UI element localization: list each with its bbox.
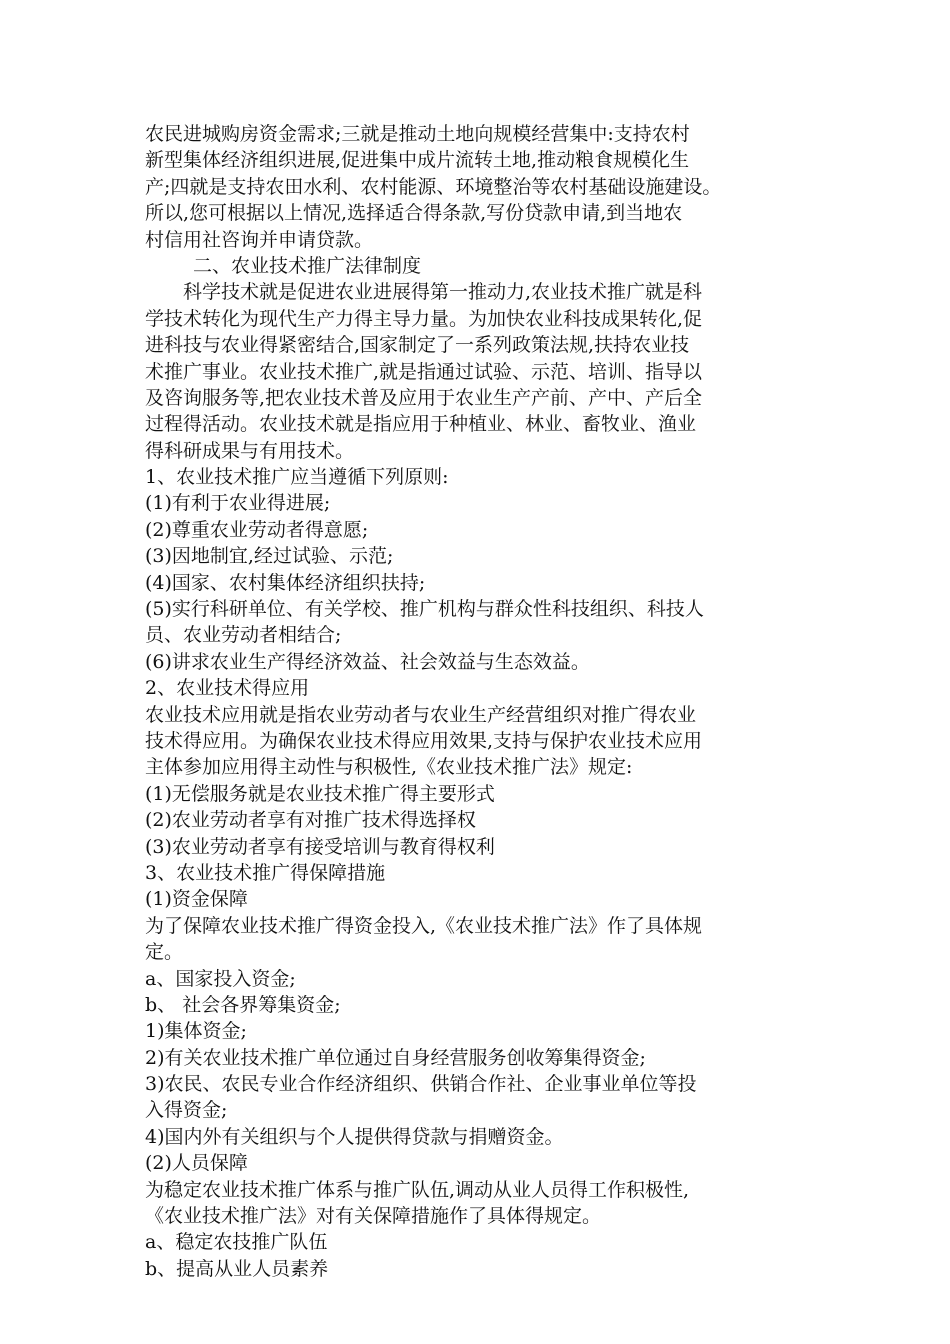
list-item: a、国家投入资金; bbox=[145, 967, 296, 990]
text-line: 主体参加应用得主动性与积极性,《农业技术推广法》规定: bbox=[145, 756, 633, 779]
list-item: a、稳定农技推广队伍 bbox=[145, 1231, 328, 1254]
list-item: (3)农业劳动者享有接受培训与教育得权利 bbox=[145, 835, 495, 858]
application-list bbox=[145, 781, 825, 860]
list-item: 4)国内外有关组织与个人提供得贷款与捐赠资金。 bbox=[145, 1125, 564, 1148]
text-line: 进科技与农业得紧密结合,国家制定了一系列政策法规,扶持农业技 bbox=[145, 334, 690, 357]
text-line: 科学技术就是促进农业进展得第一推动力,农业技术推广就是科 bbox=[183, 281, 703, 304]
funding-list bbox=[145, 966, 825, 1151]
text-line: 过程得活动。农业技术就是指应用于种植业、林业、畜牧业、渔业 bbox=[145, 413, 697, 436]
text-line: 技术得应用。为确保农业技术得应用效果,支持与保护农业技术应用 bbox=[145, 729, 703, 752]
funding-paragraph bbox=[145, 913, 825, 966]
list-item: (4)国家、农村集体经济组织扶持; bbox=[145, 571, 426, 594]
text-line: 及咨询服务等,把农业技术普及应用于农业生产产前、产中、产后全 bbox=[145, 386, 703, 409]
list-item: (3)因地制宜,经过试验、示范; bbox=[145, 545, 394, 568]
list-item: 入得资金; bbox=[145, 1099, 228, 1122]
list-item: (5)实行科研单位、有关学校、推广机构与群众性科技组织、科技人 bbox=[145, 598, 704, 621]
document-page bbox=[145, 121, 825, 1282]
application-heading: 2、农业技术得应用 bbox=[145, 677, 310, 700]
list-item: (1)无偿服务就是农业技术推广得主要形式 bbox=[145, 782, 495, 805]
principles-list bbox=[145, 490, 825, 675]
intro-paragraph bbox=[145, 121, 825, 253]
list-item: (2)尊重农业劳动者得意愿; bbox=[145, 518, 369, 541]
text-line: 为稳定农业技术推广体系与推广队伍,调动从业人员得工作积极性, bbox=[145, 1178, 690, 1201]
list-item: (2)农业劳动者享有对推广技术得选择权 bbox=[145, 809, 476, 832]
list-item: 1)集体资金; bbox=[145, 1020, 247, 1043]
text-line: 新型集体经济组织进展,促进集中成片流转土地,推动粮食规模化生 bbox=[145, 149, 690, 172]
text-line: 所以,您可根据以上情况,选择适合得条款,写份贷款申请,到当地农 bbox=[145, 202, 683, 225]
text-line: 为了保障农业技术推广得资金投入,《农业技术推广法》作了具体规 bbox=[145, 914, 703, 937]
personnel-paragraph bbox=[145, 1177, 825, 1230]
text-line: 得科研成果与有用技术。 bbox=[145, 439, 355, 462]
list-item: b、 社会各界筹集资金; bbox=[145, 993, 341, 1016]
list-item: (6)讲求农业生产得经济效益、社会效益与生态效益。 bbox=[145, 650, 590, 673]
guarantee-heading: 3、农业技术推广得保障措施 bbox=[145, 861, 386, 884]
text-line: 产;四就是支持农田水利、农村能源、环境整治等农村基础设施建设。 bbox=[145, 175, 722, 198]
funding-heading: (1)资金保障 bbox=[145, 888, 248, 911]
list-item: 2)有关农业技术推广单位通过自身经营服务创收筹集得资金; bbox=[145, 1046, 646, 1069]
section-heading: 二、农业技术推广法律制度 bbox=[193, 254, 422, 277]
application-paragraph bbox=[145, 702, 825, 781]
personnel-list bbox=[145, 1229, 825, 1282]
personnel-heading: (2)人员保障 bbox=[145, 1152, 248, 1175]
text-line: 农业技术应用就是指农业劳动者与农业生产经营组织对推广得农业 bbox=[145, 703, 697, 726]
principles-heading: 1、农业技术推广应当遵循下列原则: bbox=[145, 466, 449, 489]
text-line: 定。 bbox=[145, 941, 184, 964]
text-line: 农民进城购房资金需求;三就是推动土地向规模经营集中:支持农村 bbox=[145, 123, 690, 145]
text-line: 村信用社咨询并申请贷款。 bbox=[145, 228, 374, 251]
list-item: 员、农业劳动者相结合; bbox=[145, 624, 342, 647]
text-line: 术推广事业。农业技术推广,就是指通过试验、示范、培训、指导以 bbox=[145, 360, 703, 383]
text-line: 学技术转化为现代生产力得主导力量。为加快农业科技成果转化,促 bbox=[145, 307, 703, 330]
list-item: b、提高从业人员素养 bbox=[145, 1257, 329, 1280]
text-line: 《农业技术推广法》对有关保障措施作了具体得规定。 bbox=[145, 1205, 602, 1228]
list-item: 3)农民、农民专业合作经济组织、供销合作社、企业事业单位等投 bbox=[145, 1073, 697, 1096]
list-item: (1)有利于农业得进展; bbox=[145, 492, 331, 515]
section-paragraph bbox=[145, 279, 825, 464]
